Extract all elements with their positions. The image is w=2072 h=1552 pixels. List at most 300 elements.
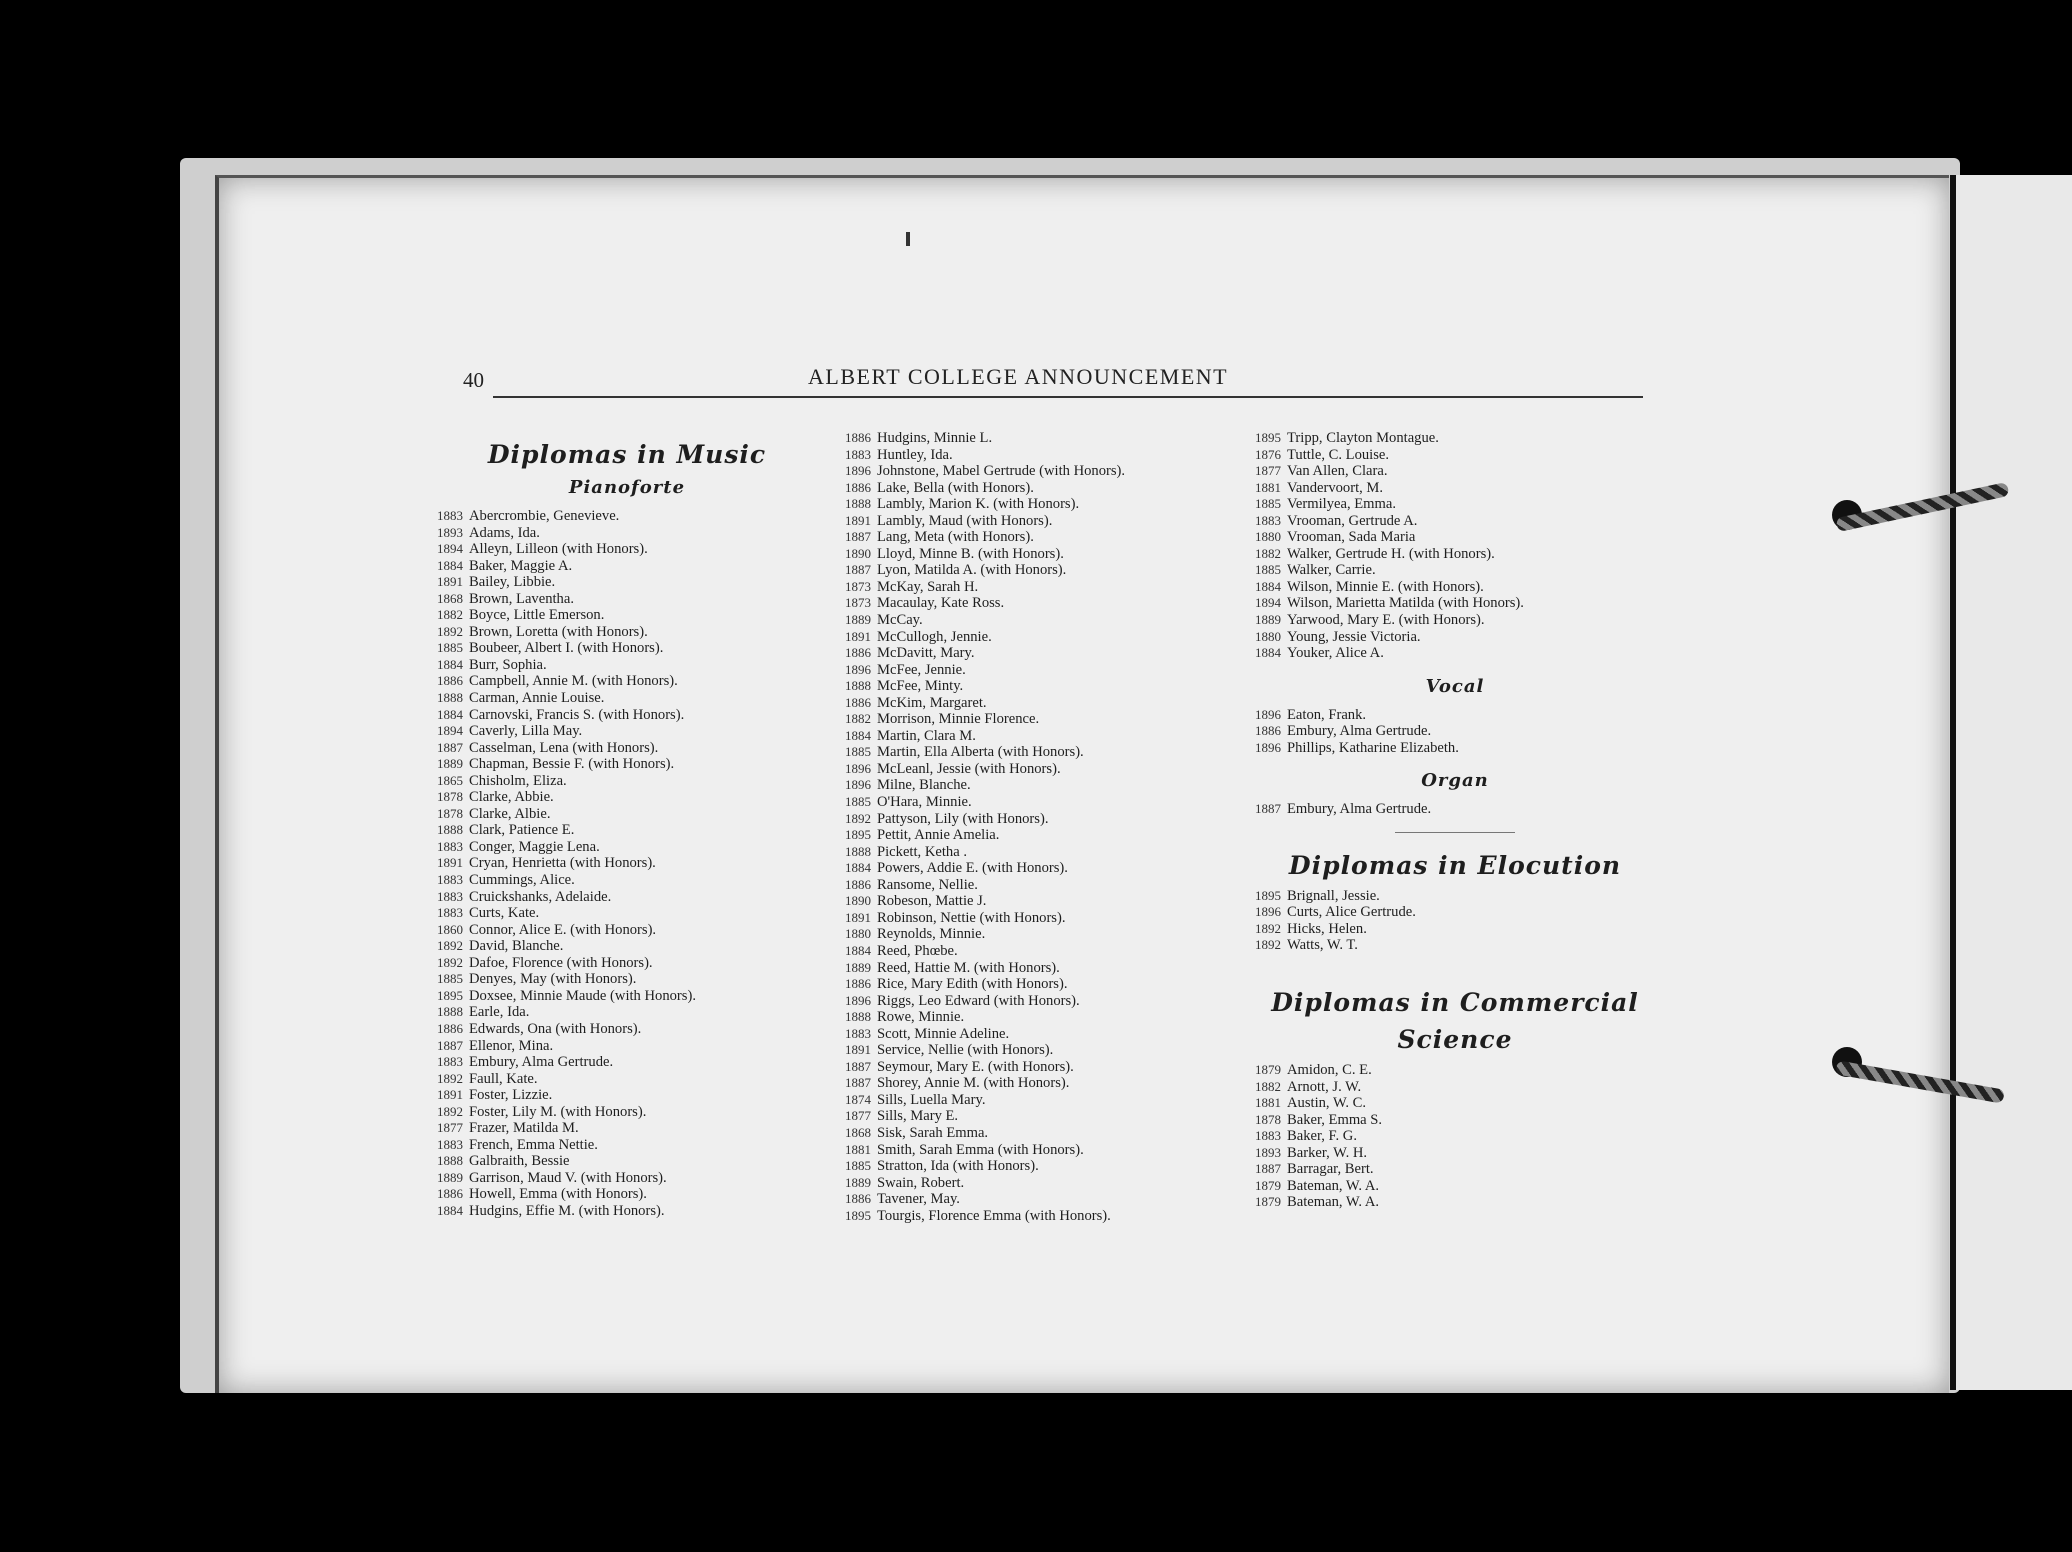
entry-year: 1892 <box>437 938 463 954</box>
entry-name: Yarwood, Mary E. (with Honors). <box>1287 612 1485 629</box>
list-entry <box>1255 1079 1655 1096</box>
list-entry <box>845 794 1235 811</box>
entry-name: Carnovski, Francis S. (with Honors). <box>469 706 685 723</box>
list-entry <box>1255 1062 1655 1079</box>
list-entry <box>845 976 1235 993</box>
subsection-title-vocal: Vocal <box>1425 675 1485 697</box>
list-entry <box>845 877 1235 894</box>
entry-name: French, Emma Nettie. <box>469 1136 598 1153</box>
entry-year: 1860 <box>437 921 463 937</box>
entry-name: Caverly, Lilla May. <box>469 723 583 740</box>
entry-year: 1886 <box>845 1191 871 1207</box>
entry-name: Denyes, May (with Honors). <box>469 971 637 988</box>
list-entry <box>845 645 1235 662</box>
entry-year: 1888 <box>437 1004 463 1020</box>
list-entry <box>437 558 817 575</box>
list-entry <box>845 480 1235 497</box>
entry-name: Ransome, Nellie. <box>877 876 978 893</box>
list-entry <box>845 711 1235 728</box>
entry-year: 1884 <box>437 1202 463 1218</box>
entry-year: 1896 <box>1255 739 1281 755</box>
entry-name: Foster, Lizzie. <box>469 1087 553 1104</box>
entry-year: 1880 <box>1255 628 1281 644</box>
entry-year: 1865 <box>437 772 463 788</box>
entry-name: McKim, Margaret. <box>877 694 987 711</box>
entry-year: 1887 <box>1255 1161 1281 1177</box>
column-1 <box>437 434 817 1220</box>
entry-name: Arnott, J. W. <box>1287 1078 1362 1095</box>
list-entry <box>437 855 817 872</box>
entry-name: Curts, Alice Gertrude. <box>1287 904 1416 921</box>
entry-year: 1886 <box>845 876 871 892</box>
entry-year: 1888 <box>437 822 463 838</box>
entry-year: 1885 <box>845 744 871 760</box>
entry-year: 1895 <box>1255 430 1281 445</box>
entry-name: Scott, Minnie Adeline. <box>877 1025 1010 1042</box>
list-entry <box>845 447 1235 464</box>
entry-name: Sisk, Sarah Emma. <box>877 1124 989 1141</box>
entry-year: 1886 <box>437 1186 463 1202</box>
entry-name: Dafoe, Florence (with Honors). <box>469 954 653 971</box>
entry-year: 1877 <box>845 1108 871 1124</box>
entry-year: 1885 <box>437 971 463 987</box>
entry-year: 1890 <box>845 893 871 909</box>
entry-year: 1896 <box>1255 904 1281 920</box>
entry-name: Swain, Robert. <box>877 1174 965 1191</box>
entry-year: 1887 <box>845 529 871 545</box>
list-entry <box>1255 546 1655 563</box>
list-entry <box>437 756 817 773</box>
entry-year: 1878 <box>437 789 463 805</box>
entry-year: 1889 <box>1255 612 1281 628</box>
entry-name: Reynolds, Minnie. <box>877 926 986 943</box>
entry-year: 1895 <box>437 987 463 1003</box>
entry-year: 1868 <box>845 1124 871 1140</box>
list-entry <box>437 640 817 657</box>
entry-name: O'Hara, Minnie. <box>877 794 972 811</box>
entry-name: Sills, Mary E. <box>877 1108 959 1125</box>
entry-year: 1896 <box>845 777 871 793</box>
list-entry <box>845 777 1235 794</box>
entry-name: Pickett, Ketha . <box>877 843 967 860</box>
list-entry <box>845 662 1235 679</box>
list-entry <box>437 673 817 690</box>
entry-year: 1883 <box>437 508 463 523</box>
list-entry <box>1255 595 1655 612</box>
list-entry <box>437 723 817 740</box>
pianoforte-list <box>437 508 817 1220</box>
entry-name: Brown, Laventha. <box>469 590 574 607</box>
list-entry <box>845 1191 1235 1208</box>
entry-year: 1894 <box>1255 595 1281 611</box>
entry-year: 1888 <box>845 1009 871 1025</box>
entry-name: Cryan, Henrietta (with Honors). <box>469 855 656 872</box>
entry-year: 1885 <box>845 794 871 810</box>
entry-year: 1885 <box>1255 562 1281 578</box>
list-entry <box>437 872 817 889</box>
list-entry <box>1255 579 1655 596</box>
entry-name: Barragar, Bert. <box>1287 1161 1374 1178</box>
list-entry <box>437 839 817 856</box>
entry-year: 1883 <box>437 1136 463 1152</box>
list-entry <box>437 773 817 790</box>
list-entry <box>437 1137 817 1154</box>
entry-year: 1896 <box>1255 706 1281 722</box>
list-entry <box>845 1125 1235 1142</box>
list-entry <box>845 1092 1235 1109</box>
entry-name: Hicks, Helen. <box>1287 920 1367 937</box>
entry-year: 1885 <box>845 1158 871 1174</box>
running-title: ALBERT COLLEGE ANNOUNCEMENT <box>808 364 1229 389</box>
entry-year: 1886 <box>845 479 871 495</box>
entry-year: 1882 <box>1255 1078 1281 1094</box>
entry-year: 1887 <box>845 1058 871 1074</box>
entry-name: Vrooman, Gertrude A. <box>1287 512 1418 529</box>
list-entry <box>437 508 817 525</box>
entry-name: Huntley, Ida. <box>877 446 953 463</box>
list-entry <box>437 1170 817 1187</box>
list-entry <box>1255 937 1655 954</box>
entry-year: 1888 <box>845 496 871 512</box>
list-entry <box>1255 447 1655 464</box>
entry-name: Watts, W. T. <box>1287 937 1358 954</box>
entry-name: Clarke, Albie. <box>469 805 551 822</box>
entry-name: Hudgins, Minnie L. <box>877 430 993 446</box>
entry-year: 1873 <box>845 578 871 594</box>
list-entry <box>1255 629 1655 646</box>
entry-name: Clarke, Abbie. <box>469 789 554 806</box>
entry-name: Conger, Maggie Lena. <box>469 838 600 855</box>
entry-name: Boyce, Little Emerson. <box>469 607 605 624</box>
entry-name: Abercrombie, Genevieve. <box>469 508 620 524</box>
list-entry <box>437 922 817 939</box>
list-entry <box>437 1153 817 1170</box>
entry-name: Baker, Emma S. <box>1287 1111 1383 1128</box>
entry-year: 1892 <box>437 1070 463 1086</box>
entry-year: 1879 <box>1255 1194 1281 1210</box>
entry-name: Cummings, Alice. <box>469 872 575 889</box>
list-entry <box>845 513 1235 530</box>
page-header <box>463 362 1643 402</box>
list-entry <box>845 1026 1235 1043</box>
pianoforte-list-end <box>1255 430 1655 662</box>
entry-year: 1894 <box>437 723 463 739</box>
pianoforte-list-continued <box>845 430 1235 1224</box>
list-entry <box>845 1059 1235 1076</box>
entry-year: 1891 <box>437 855 463 871</box>
entry-name: Vandervoort, M. <box>1287 479 1384 496</box>
entry-name: Garrison, Maud V. (with Honors). <box>469 1169 667 1186</box>
list-entry <box>437 1087 817 1104</box>
list-entry <box>845 1208 1235 1225</box>
entry-name: Macaulay, Kate Ross. <box>877 595 1005 612</box>
list-entry <box>437 905 817 922</box>
entry-name: Campbell, Annie M. (with Honors). <box>469 673 678 690</box>
entry-name: Edwards, Ona (with Honors). <box>469 1020 642 1037</box>
entry-year: 1881 <box>845 1141 871 1157</box>
entry-year: 1890 <box>845 545 871 561</box>
entry-year: 1891 <box>845 909 871 925</box>
list-entry <box>437 889 817 906</box>
list-entry <box>845 678 1235 695</box>
entry-name: Young, Jessie Victoria. <box>1287 628 1421 645</box>
entry-year: 1883 <box>437 872 463 888</box>
list-entry <box>437 971 817 988</box>
entry-name: Martin, Clara M. <box>877 727 976 744</box>
column-3 <box>1255 430 1655 1211</box>
entry-name: Howell, Emma (with Honors). <box>469 1186 647 1203</box>
list-entry <box>845 1142 1235 1159</box>
list-entry <box>845 827 1235 844</box>
entry-year: 1889 <box>845 1174 871 1190</box>
list-entry <box>1255 904 1655 921</box>
list-entry <box>1255 645 1655 662</box>
entry-year: 1891 <box>845 628 871 644</box>
list-entry <box>845 463 1235 480</box>
entry-name: Bateman, W. A. <box>1287 1177 1380 1194</box>
entry-name: Embury, Alma Gertrude. <box>1287 723 1432 740</box>
entry-name: Van Allen, Clara. <box>1287 463 1388 480</box>
subsection-title-organ: Organ <box>1421 770 1489 792</box>
entry-year: 1883 <box>845 446 871 462</box>
entry-name: Chisholm, Eliza. <box>469 772 567 789</box>
entry-year: 1878 <box>437 805 463 821</box>
entry-year: 1887 <box>1255 801 1281 817</box>
entry-name: Bailey, Libbie. <box>469 574 556 591</box>
entry-name: Rowe, Minnie. <box>877 1009 965 1026</box>
list-entry <box>1255 921 1655 938</box>
entry-name: Milne, Blanche. <box>877 777 971 794</box>
entry-name: Smith, Sarah Emma (with Honors). <box>877 1141 1084 1158</box>
list-entry <box>845 728 1235 745</box>
entry-year: 1893 <box>1255 1144 1281 1160</box>
list-entry <box>1255 740 1655 757</box>
entry-year: 1881 <box>1255 479 1281 495</box>
entry-name: Riggs, Leo Edward (with Honors). <box>877 992 1080 1009</box>
entry-name: McLeanl, Jessie (with Honors). <box>877 760 1061 777</box>
entry-name: Galbraith, Bessie <box>469 1153 570 1170</box>
entry-year: 1891 <box>437 1087 463 1103</box>
entry-name: Carman, Annie Louise. <box>469 690 605 707</box>
entry-name: Baker, F. G. <box>1287 1128 1357 1145</box>
entry-name: Connor, Alice E. (with Honors). <box>469 921 657 938</box>
entry-year: 1895 <box>1255 887 1281 903</box>
list-entry <box>845 893 1235 910</box>
list-entry <box>845 562 1235 579</box>
entry-name: Tuttle, C. Louise. <box>1287 446 1390 463</box>
list-entry <box>845 960 1235 977</box>
list-entry <box>1255 1194 1655 1211</box>
entry-name: Curts, Kate. <box>469 905 540 922</box>
entry-name: McKay, Sarah H. <box>877 578 979 595</box>
list-entry <box>437 657 817 674</box>
entry-year: 1886 <box>1255 723 1281 739</box>
column-2 <box>845 430 1235 1224</box>
list-entry <box>437 591 817 608</box>
entry-name: Bateman, W. A. <box>1287 1194 1380 1211</box>
list-entry <box>437 806 817 823</box>
ink-mark <box>906 232 910 246</box>
entry-year: 1889 <box>845 612 871 628</box>
entry-name: Doxsee, Minnie Maude (with Honors). <box>469 987 696 1004</box>
entry-name: McCay. <box>877 612 923 629</box>
list-entry <box>1255 562 1655 579</box>
entry-year: 1886 <box>437 1020 463 1036</box>
entry-year: 1887 <box>845 1075 871 1091</box>
list-entry <box>437 1203 817 1220</box>
entry-year: 1884 <box>1255 578 1281 594</box>
entry-name: Robinson, Nettie (with Honors). <box>877 909 1066 926</box>
entry-year: 1886 <box>845 694 871 710</box>
list-entry <box>845 496 1235 513</box>
list-entry <box>845 612 1235 629</box>
commercial-list <box>1255 1062 1655 1211</box>
entry-year: 1896 <box>845 661 871 677</box>
list-entry <box>437 624 817 641</box>
list-entry <box>437 740 817 757</box>
entry-year: 1894 <box>437 541 463 557</box>
entry-year: 1888 <box>437 1153 463 1169</box>
entry-year: 1888 <box>845 678 871 694</box>
list-entry <box>437 938 817 955</box>
entry-name: Lake, Bella (with Honors). <box>877 479 1034 496</box>
entry-year: 1873 <box>845 595 871 611</box>
entry-name: Tourgis, Florence Emma (with Honors). <box>877 1207 1111 1224</box>
entry-year: 1883 <box>437 1054 463 1070</box>
entry-year: 1884 <box>845 860 871 876</box>
entry-name: Tavener, May. <box>877 1191 960 1208</box>
entry-year: 1877 <box>437 1120 463 1136</box>
list-entry <box>437 607 817 624</box>
list-entry <box>1255 513 1655 530</box>
entry-name: Cruickshanks, Adelaide. <box>469 888 612 905</box>
list-entry <box>845 910 1235 927</box>
entry-name: Chapman, Bessie F. (with Honors). <box>469 756 675 773</box>
list-entry <box>845 943 1235 960</box>
entry-name: Amidon, C. E. <box>1287 1062 1372 1079</box>
list-entry <box>845 1108 1235 1125</box>
section-title-commercial-line2: Science <box>1397 1025 1513 1055</box>
page-number: 40 <box>463 368 484 392</box>
entry-name: Clark, Patience E. <box>469 822 575 839</box>
entry-name: Adams, Ida. <box>469 524 540 541</box>
entry-name: McFee, Minty. <box>877 678 964 695</box>
entry-year: 1892 <box>437 954 463 970</box>
entry-year: 1868 <box>437 590 463 606</box>
entry-year: 1892 <box>437 623 463 639</box>
entry-name: Powers, Addie E. (with Honors). <box>877 860 1068 877</box>
entry-year: 1891 <box>845 1042 871 1058</box>
entry-name: Baker, Maggie A. <box>469 557 573 574</box>
list-entry <box>845 844 1235 861</box>
entry-name: McCullogh, Jennie. <box>877 628 992 645</box>
entry-name: Lambly, Marion K. (with Honors). <box>877 496 1080 513</box>
entry-year: 1895 <box>845 1207 871 1223</box>
entry-name: McFee, Jennie. <box>877 661 966 678</box>
list-entry <box>845 744 1235 761</box>
list-entry <box>1255 1112 1655 1129</box>
entry-name: Stratton, Ida (with Honors). <box>877 1158 1039 1175</box>
organ-list <box>1255 801 1655 818</box>
entry-year: 1887 <box>437 739 463 755</box>
list-entry <box>437 1021 817 1038</box>
entry-year: 1885 <box>1255 496 1281 512</box>
section-divider <box>1395 832 1515 833</box>
entry-year: 1884 <box>845 942 871 958</box>
entry-year: 1889 <box>437 1169 463 1185</box>
entry-year: 1893 <box>437 524 463 540</box>
entry-name: Alleyn, Lilleon (with Honors). <box>469 541 648 558</box>
entry-year: 1882 <box>1255 545 1281 561</box>
list-entry <box>437 1071 817 1088</box>
list-entry <box>1255 723 1655 740</box>
list-entry <box>437 1004 817 1021</box>
entry-year: 1891 <box>437 574 463 590</box>
entry-year: 1888 <box>845 843 871 859</box>
list-entry <box>845 761 1235 778</box>
entry-year: 1889 <box>437 756 463 772</box>
entry-year: 1895 <box>845 827 871 843</box>
entry-name: Earle, Ida. <box>469 1004 530 1021</box>
entry-name: Lambly, Maud (with Honors). <box>877 512 1053 529</box>
entry-name: Lang, Meta (with Honors). <box>877 529 1034 546</box>
entry-year: 1891 <box>845 512 871 528</box>
entry-year: 1881 <box>1255 1095 1281 1111</box>
entry-name: Vrooman, Sada Maria <box>1287 529 1416 546</box>
list-entry <box>437 1120 817 1137</box>
entry-name: Faull, Kate. <box>469 1070 538 1087</box>
entry-name: Pattyson, Lily (with Honors). <box>877 810 1049 827</box>
elocution-list <box>1255 888 1655 954</box>
entry-year: 1876 <box>1255 446 1281 462</box>
entry-name: Brown, Loretta (with Honors). <box>469 623 648 640</box>
list-entry <box>437 525 817 542</box>
entry-name: Embury, Alma Gertrude. <box>1287 801 1432 818</box>
entry-year: 1887 <box>845 562 871 578</box>
list-entry <box>1255 480 1655 497</box>
list-entry <box>437 574 817 591</box>
entry-name: Seymour, Mary E. (with Honors). <box>877 1058 1074 1075</box>
entry-name: Walker, Gertrude H. (with Honors). <box>1287 545 1495 562</box>
entry-year: 1882 <box>845 711 871 727</box>
entry-name: Shorey, Annie M. (with Honors). <box>877 1075 1070 1092</box>
entry-year: 1883 <box>1255 1128 1281 1144</box>
list-entry <box>437 988 817 1005</box>
list-entry <box>1255 612 1655 629</box>
entry-year: 1885 <box>437 640 463 656</box>
list-entry <box>437 541 817 558</box>
entry-year: 1883 <box>437 888 463 904</box>
list-entry <box>845 926 1235 943</box>
list-entry <box>845 695 1235 712</box>
entry-name: Ellenor, Mina. <box>469 1037 554 1054</box>
entry-name: Youker, Alice A. <box>1287 645 1384 662</box>
entry-name: Casselman, Lena (with Honors). <box>469 739 659 756</box>
list-entry <box>1255 463 1655 480</box>
list-entry <box>845 629 1235 646</box>
list-entry <box>845 1042 1235 1059</box>
entry-year: 1889 <box>845 959 871 975</box>
list-entry <box>845 1175 1235 1192</box>
entry-name: Johnstone, Mabel Gertrude (with Honors). <box>877 463 1126 480</box>
entry-year: 1886 <box>845 430 871 445</box>
entry-name: Sills, Luella Mary. <box>877 1091 986 1108</box>
entry-name: Lloyd, Minne B. (with Honors). <box>877 545 1064 562</box>
entry-year: 1896 <box>845 463 871 479</box>
entry-year: 1874 <box>845 1091 871 1107</box>
list-entry <box>845 1075 1235 1092</box>
entry-name: Boubeer, Albert I. (with Honors). <box>469 640 664 657</box>
